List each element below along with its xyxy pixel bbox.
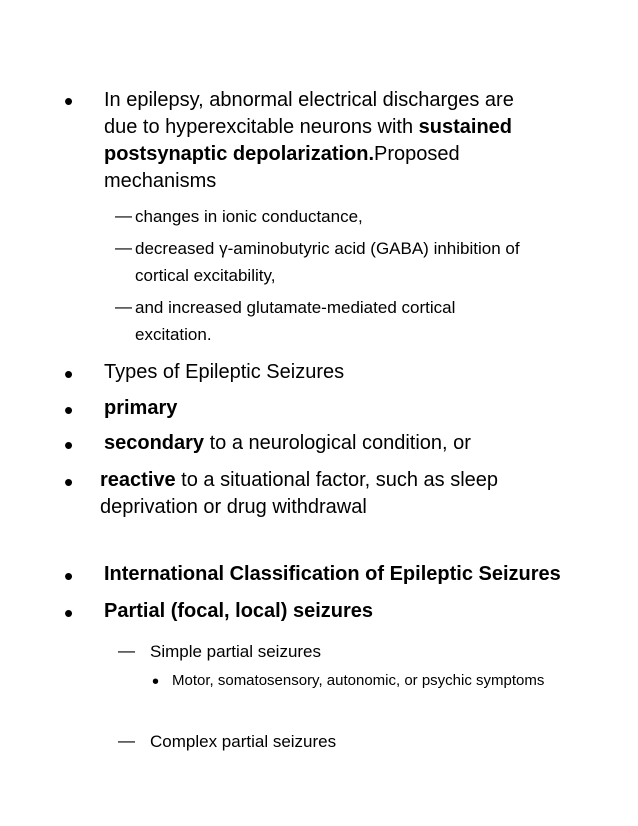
list-item-motor-symptoms: Motor, somatosensory, autonomic, or psychic symptoms bbox=[172, 672, 545, 689]
bullet-icon: • bbox=[64, 467, 74, 497]
list-item-international-classification bbox=[104, 561, 624, 588]
list-item-reactive bbox=[100, 467, 540, 521]
dash-icon: — bbox=[115, 206, 132, 225]
list-item-glutamate-excitation: and increased glutamate-mediated cortical excitation. bbox=[135, 298, 456, 344]
dash-icon: — bbox=[115, 238, 132, 257]
bullet-icon: • bbox=[152, 671, 160, 693]
list-item-seizure-types: Types of Epileptic Seizures bbox=[104, 361, 345, 383]
list-item-secondary bbox=[104, 430, 564, 457]
list-item-complex-partial: Complex partial seizures bbox=[150, 732, 337, 751]
bullet-icon: • bbox=[64, 430, 74, 460]
list-item-gaba-inhibition: decreased γ-aminobutyric acid (GABA) inhibition of cortical excitability, bbox=[135, 239, 520, 285]
item-text: Proposed mechanisms bbox=[104, 143, 460, 192]
dash-icon: — bbox=[118, 641, 135, 660]
item-bold-text: primary bbox=[104, 397, 178, 419]
dash-icon: — bbox=[115, 297, 132, 316]
list-item-primary bbox=[104, 395, 564, 422]
bullet-icon: • bbox=[64, 561, 74, 591]
item-bold-text: International Classification of Epileptic Seizures bbox=[104, 563, 561, 585]
dash-icon: — bbox=[118, 731, 135, 750]
item-bold-text: sustained postsynaptic depolarization. bbox=[104, 116, 512, 165]
bullet-icon: • bbox=[64, 598, 74, 628]
item-text: to a neurological condition, or bbox=[204, 432, 471, 454]
list-item-epilepsy-discharges bbox=[104, 87, 544, 195]
bullet-icon: • bbox=[64, 359, 74, 389]
list-item-ionic-conductance: changes in ionic conductance, bbox=[135, 207, 363, 226]
list-item-partial-seizures bbox=[104, 598, 564, 625]
item-bold-text: reactive bbox=[100, 469, 176, 491]
item-text: to a situational factor, such as sleep deprivation or drug withdrawal bbox=[100, 469, 499, 518]
item-bold-text: secondary bbox=[104, 432, 205, 454]
item-bold-text: Partial (focal, local) seizures bbox=[104, 600, 373, 622]
item-text: In epilepsy, abnormal electrical discharges are due to hyperexcitable neurons with bbox=[104, 89, 514, 138]
bullet-icon: • bbox=[64, 86, 74, 116]
list-item-simple-partial: Simple partial seizures bbox=[150, 642, 322, 661]
bullet-icon: • bbox=[64, 395, 74, 425]
